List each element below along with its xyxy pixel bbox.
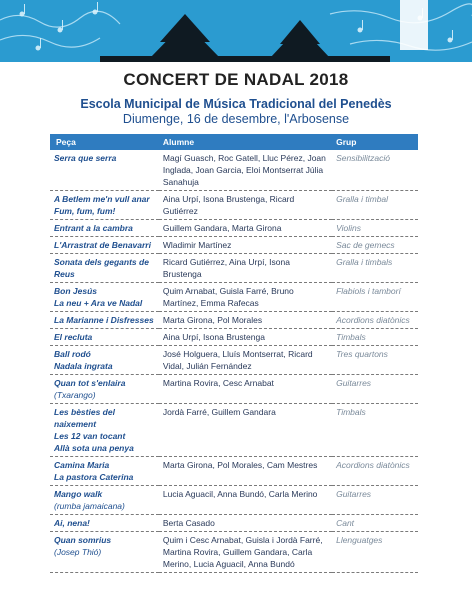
table-row bbox=[50, 329, 418, 346]
piece-title: Les bèsties del naixement bbox=[54, 407, 115, 429]
piece-title: Les 12 van tocant bbox=[54, 431, 126, 441]
group-cell: Timbals bbox=[332, 329, 418, 346]
piece-cell bbox=[50, 191, 159, 220]
group-cell: Sensibilització bbox=[332, 150, 418, 191]
piece-title: Bon Jesús bbox=[54, 286, 97, 296]
group-cell: Guitarres bbox=[332, 375, 418, 404]
piece-title: Fum, fum, fum! bbox=[54, 206, 116, 216]
table-row bbox=[50, 237, 418, 254]
piece-title: El recluta bbox=[54, 332, 93, 342]
piece-title: (Txarango) bbox=[54, 390, 96, 400]
group-cell: Acordions diatònics bbox=[332, 312, 418, 329]
group-cell: Cant bbox=[332, 515, 418, 532]
students-cell: Marta Girona, Pol Morales bbox=[159, 312, 332, 329]
group-cell: Acordions diatònics bbox=[332, 457, 418, 486]
piece-cell bbox=[50, 220, 159, 237]
piece-title: Sonata dels gegants de Reus bbox=[54, 257, 149, 279]
piece-cell bbox=[50, 404, 159, 457]
students-cell: Quim i Cesc Arnabat, Guisla i Jordà Farré, Martina Rovira, Guillem Gandara, Carla Merino, Lucia Aguacil, Anna Bundó bbox=[159, 532, 332, 573]
piece-title: La pastora Caterina bbox=[54, 472, 134, 482]
students-cell: Ricard Gutiérrez, Aina Urpí, Isona Brustenga bbox=[159, 254, 332, 283]
group-cell: Guitarres bbox=[332, 486, 418, 515]
students-cell: Martina Rovira, Cesc Arnabat bbox=[159, 375, 332, 404]
banner-decoration bbox=[0, 0, 472, 62]
piece-cell bbox=[50, 312, 159, 329]
school-name: Escola Municipal de Música Tradicional del Penedès bbox=[80, 97, 392, 111]
piece-title: (Josep Thió) bbox=[54, 547, 102, 557]
table-header-row bbox=[50, 134, 418, 150]
piece-title: Nadala ingrata bbox=[54, 361, 113, 371]
students-cell: José Holguera, Lluís Montserrat, Ricard Vidal, Julián Fernández bbox=[159, 346, 332, 375]
students-cell: Berta Casado bbox=[159, 515, 332, 532]
piece-title: L'Arrastrat de Benavarri bbox=[54, 240, 151, 250]
table-row bbox=[50, 346, 418, 375]
table-row bbox=[50, 404, 418, 457]
header-banner bbox=[0, 0, 472, 62]
table-row bbox=[50, 515, 418, 532]
piece-title: (rumba jamaicana) bbox=[54, 501, 125, 511]
piece-title: Camina Maria bbox=[54, 460, 110, 470]
program-body bbox=[50, 150, 418, 573]
table-row bbox=[50, 457, 418, 486]
piece-title: Ai, nena! bbox=[54, 518, 90, 528]
table-row bbox=[50, 312, 418, 329]
group-cell: Flabiols i tamborí bbox=[332, 283, 418, 312]
piece-cell bbox=[50, 150, 159, 191]
table-row bbox=[50, 191, 418, 220]
piece-title: La neu + Ara ve Nadal bbox=[54, 298, 143, 308]
piece-cell bbox=[50, 237, 159, 254]
students-cell: Lucia Aguacil, Anna Bundó, Carla Merino bbox=[159, 486, 332, 515]
piece-cell bbox=[50, 254, 159, 283]
students-cell: Marta Girona, Pol Morales, Cam Mestres bbox=[159, 457, 332, 486]
group-cell: Sac de gemecs bbox=[332, 237, 418, 254]
piece-title: Quan somrius bbox=[54, 535, 112, 545]
column-header-students: Alumne bbox=[159, 134, 332, 150]
table-row bbox=[50, 486, 418, 515]
piece-cell bbox=[50, 346, 159, 375]
piece-cell bbox=[50, 515, 159, 532]
group-cell: Gralla i timbals bbox=[332, 254, 418, 283]
christmas-tree-icon bbox=[270, 20, 330, 62]
piece-cell bbox=[50, 329, 159, 346]
piece-title: Serra que serra bbox=[54, 153, 117, 163]
students-cell: Quim Arnabat, Guisla Farré, Bruno Martínez, Emma Rafecas bbox=[159, 283, 332, 312]
piece-title: La Marianne i Disfresses bbox=[54, 315, 154, 325]
program-table bbox=[50, 134, 418, 573]
group-cell: Llenguatges bbox=[332, 532, 418, 573]
students-cell: Wladimir Martínez bbox=[159, 237, 332, 254]
group-cell: Timbals bbox=[332, 404, 418, 457]
table-row bbox=[50, 220, 418, 237]
column-header-group: Grup bbox=[332, 134, 418, 150]
concert-title: CONCERT DE NADAL 2018 bbox=[123, 70, 349, 89]
piece-title: Quan tot s'enlaira bbox=[54, 378, 126, 388]
concert-date: Diumenge, 16 de desembre, l'Arbosense bbox=[122, 112, 350, 126]
group-cell: Tres quartons bbox=[332, 346, 418, 375]
students-cell: Jordà Farré, Guillem Gandara bbox=[159, 404, 332, 457]
piece-title: Mango walk bbox=[54, 489, 103, 499]
piece-title: A Betlem me'n vull anar bbox=[54, 194, 150, 204]
students-cell: Guillem Gandara, Marta Girona bbox=[159, 220, 332, 237]
group-cell: Violins bbox=[332, 220, 418, 237]
students-cell: Aina Urpí, Isona Brustenga, Ricard Gutiérrez bbox=[159, 191, 332, 220]
piece-title: Ball rodó bbox=[54, 349, 91, 359]
table-row bbox=[50, 375, 418, 404]
piece-cell bbox=[50, 457, 159, 486]
table-row bbox=[50, 254, 418, 283]
group-cell: Gralla i timbal bbox=[332, 191, 418, 220]
piece-cell bbox=[50, 486, 159, 515]
piece-title: Allà sota una penya bbox=[54, 443, 134, 453]
students-cell: Aina Urpí, Isona Brustenga bbox=[159, 329, 332, 346]
piece-cell bbox=[50, 375, 159, 404]
table-row bbox=[50, 532, 418, 573]
piece-cell bbox=[50, 283, 159, 312]
column-header-piece: Peça bbox=[50, 134, 159, 150]
table-row bbox=[50, 150, 418, 191]
piece-cell bbox=[50, 532, 159, 573]
students-cell: Magí Guasch, Roc Gatell, Lluc Pérez, Joan Inglada, Joan Garcia, Eloi Montserrat Júlia Sanahuja bbox=[159, 150, 332, 191]
christmas-tree-icon bbox=[150, 14, 220, 62]
piece-title: Entrant a la cambra bbox=[54, 223, 133, 233]
table-row bbox=[50, 283, 418, 312]
